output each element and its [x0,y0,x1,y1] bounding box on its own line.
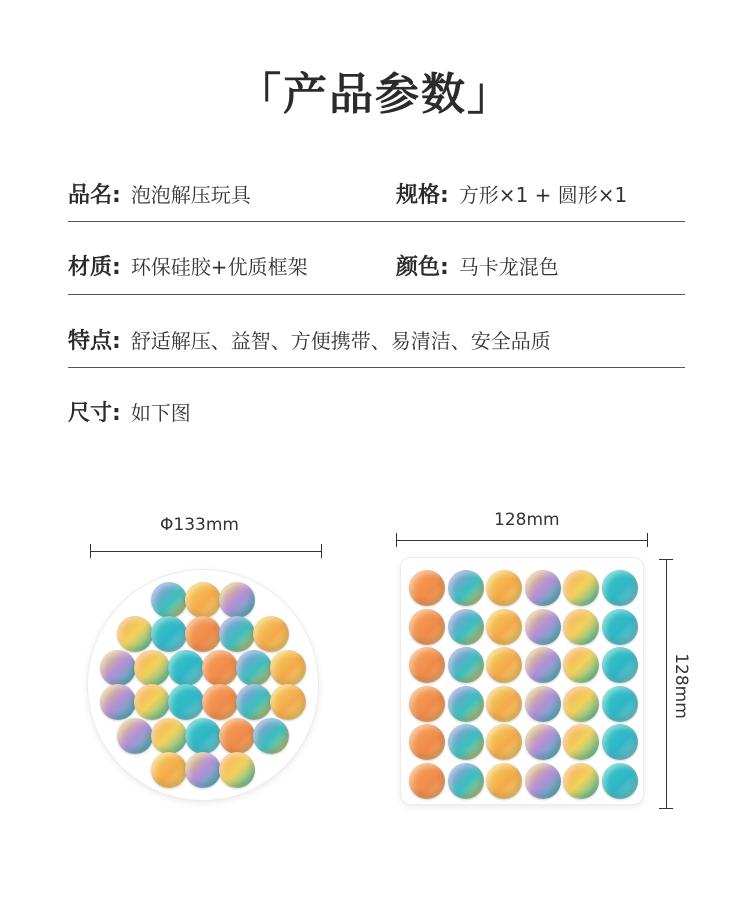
pop-bubble [134,684,170,720]
pop-bubble [185,718,221,754]
divider [68,221,685,222]
pop-bubble [602,763,638,799]
spec-color [396,247,559,287]
pop-bubble [185,752,221,788]
pop-bubble [151,718,187,754]
spec-material-value: 环保硅胶+优质框架 [130,255,308,279]
pop-bubble [185,616,221,652]
pop-bubble [168,650,204,686]
pop-bubble [525,763,561,799]
spec-dimensions-value: 如下图 [130,401,191,425]
pop-bubble [219,752,255,788]
square-width-tick-left [396,533,397,547]
divider [68,367,685,368]
pop-bubble [448,763,484,799]
pop-bubble [448,570,484,606]
pop-bubble [100,684,136,720]
pop-bubble [563,570,599,606]
pop-bubble [563,609,599,645]
pop-bubble [486,647,522,683]
spec-material [68,247,308,287]
spec-features-label: 特点: [68,329,121,354]
pop-bubble [219,616,255,652]
spec-name-label: 品名: [68,183,121,208]
pop-bubble [486,686,522,722]
square-width-tick-right [647,533,648,547]
square-width-label: 128mm [494,510,560,530]
pop-bubble [409,609,445,645]
pop-bubble [151,616,187,652]
pop-bubble [409,647,445,683]
pop-bubble [409,686,445,722]
pop-bubble [602,609,638,645]
pop-bubble [448,686,484,722]
pop-bubble [270,684,306,720]
spec-dimensions [68,393,191,433]
pop-bubble [219,718,255,754]
spec-size-value: 方形×1 + 圆形×1 [458,183,628,207]
pop-bubble [270,650,306,686]
pop-bubble [151,752,187,788]
spec-size [396,175,627,215]
pop-bubble [151,582,187,618]
pop-bubble [486,609,522,645]
spec-name-value: 泡泡解压玩具 [130,183,251,207]
pop-bubble [602,570,638,606]
pop-bubble [168,684,204,720]
spec-features-value: 舒适解压、益智、方便携带、易清洁、安全品质 [130,329,551,353]
pop-bubble [448,609,484,645]
square-height-tick-top [659,559,673,560]
square-height-tick-bottom [659,808,673,809]
round-dimension-line [90,551,322,552]
pop-bubble [409,724,445,760]
pop-bubble [202,684,238,720]
pop-bubble [563,686,599,722]
square-pop-toy [401,558,643,804]
pop-bubble [563,724,599,760]
pop-bubble [448,724,484,760]
round-dimension-tick-left [90,544,91,558]
pop-bubble [253,616,289,652]
pop-bubble [525,570,561,606]
pop-bubble [525,609,561,645]
round-diameter-label: Φ133mm [160,515,239,535]
spec-features [68,321,551,361]
divider [68,294,685,295]
spec-name [68,175,251,215]
pop-bubble [236,650,272,686]
round-dimension-tick-right [321,544,322,558]
pop-bubble [486,763,522,799]
pop-bubble [100,650,136,686]
pop-bubble [236,684,272,720]
pop-bubble [563,763,599,799]
spec-color-value: 马卡龙混色 [458,255,559,279]
spec-material-label: 材质: [68,255,121,280]
pop-bubble [525,724,561,760]
spec-size-label: 规格: [396,183,449,208]
pop-bubble [253,718,289,754]
pop-bubble [134,650,170,686]
page-title: 「产品参数」 [237,69,513,120]
pop-bubble [525,686,561,722]
square-width-line [396,540,648,541]
spec-color-label: 颜色: [396,255,449,280]
square-height-label: 128mm [670,653,691,719]
round-pop-toy [88,570,318,800]
square-height-line [666,559,667,809]
pop-bubble [602,724,638,760]
pop-bubble [202,650,238,686]
pop-bubble [219,582,255,618]
pop-bubble [185,582,221,618]
pop-bubble [448,647,484,683]
pop-bubble [563,647,599,683]
pop-bubble [409,763,445,799]
pop-bubble [486,724,522,760]
pop-bubble [602,647,638,683]
pop-bubble [409,570,445,606]
pop-bubble [602,686,638,722]
pop-bubble [117,616,153,652]
spec-dimensions-label: 尺寸: [68,401,121,426]
pop-bubble [525,647,561,683]
pop-bubble [486,570,522,606]
pop-bubble [117,718,153,754]
